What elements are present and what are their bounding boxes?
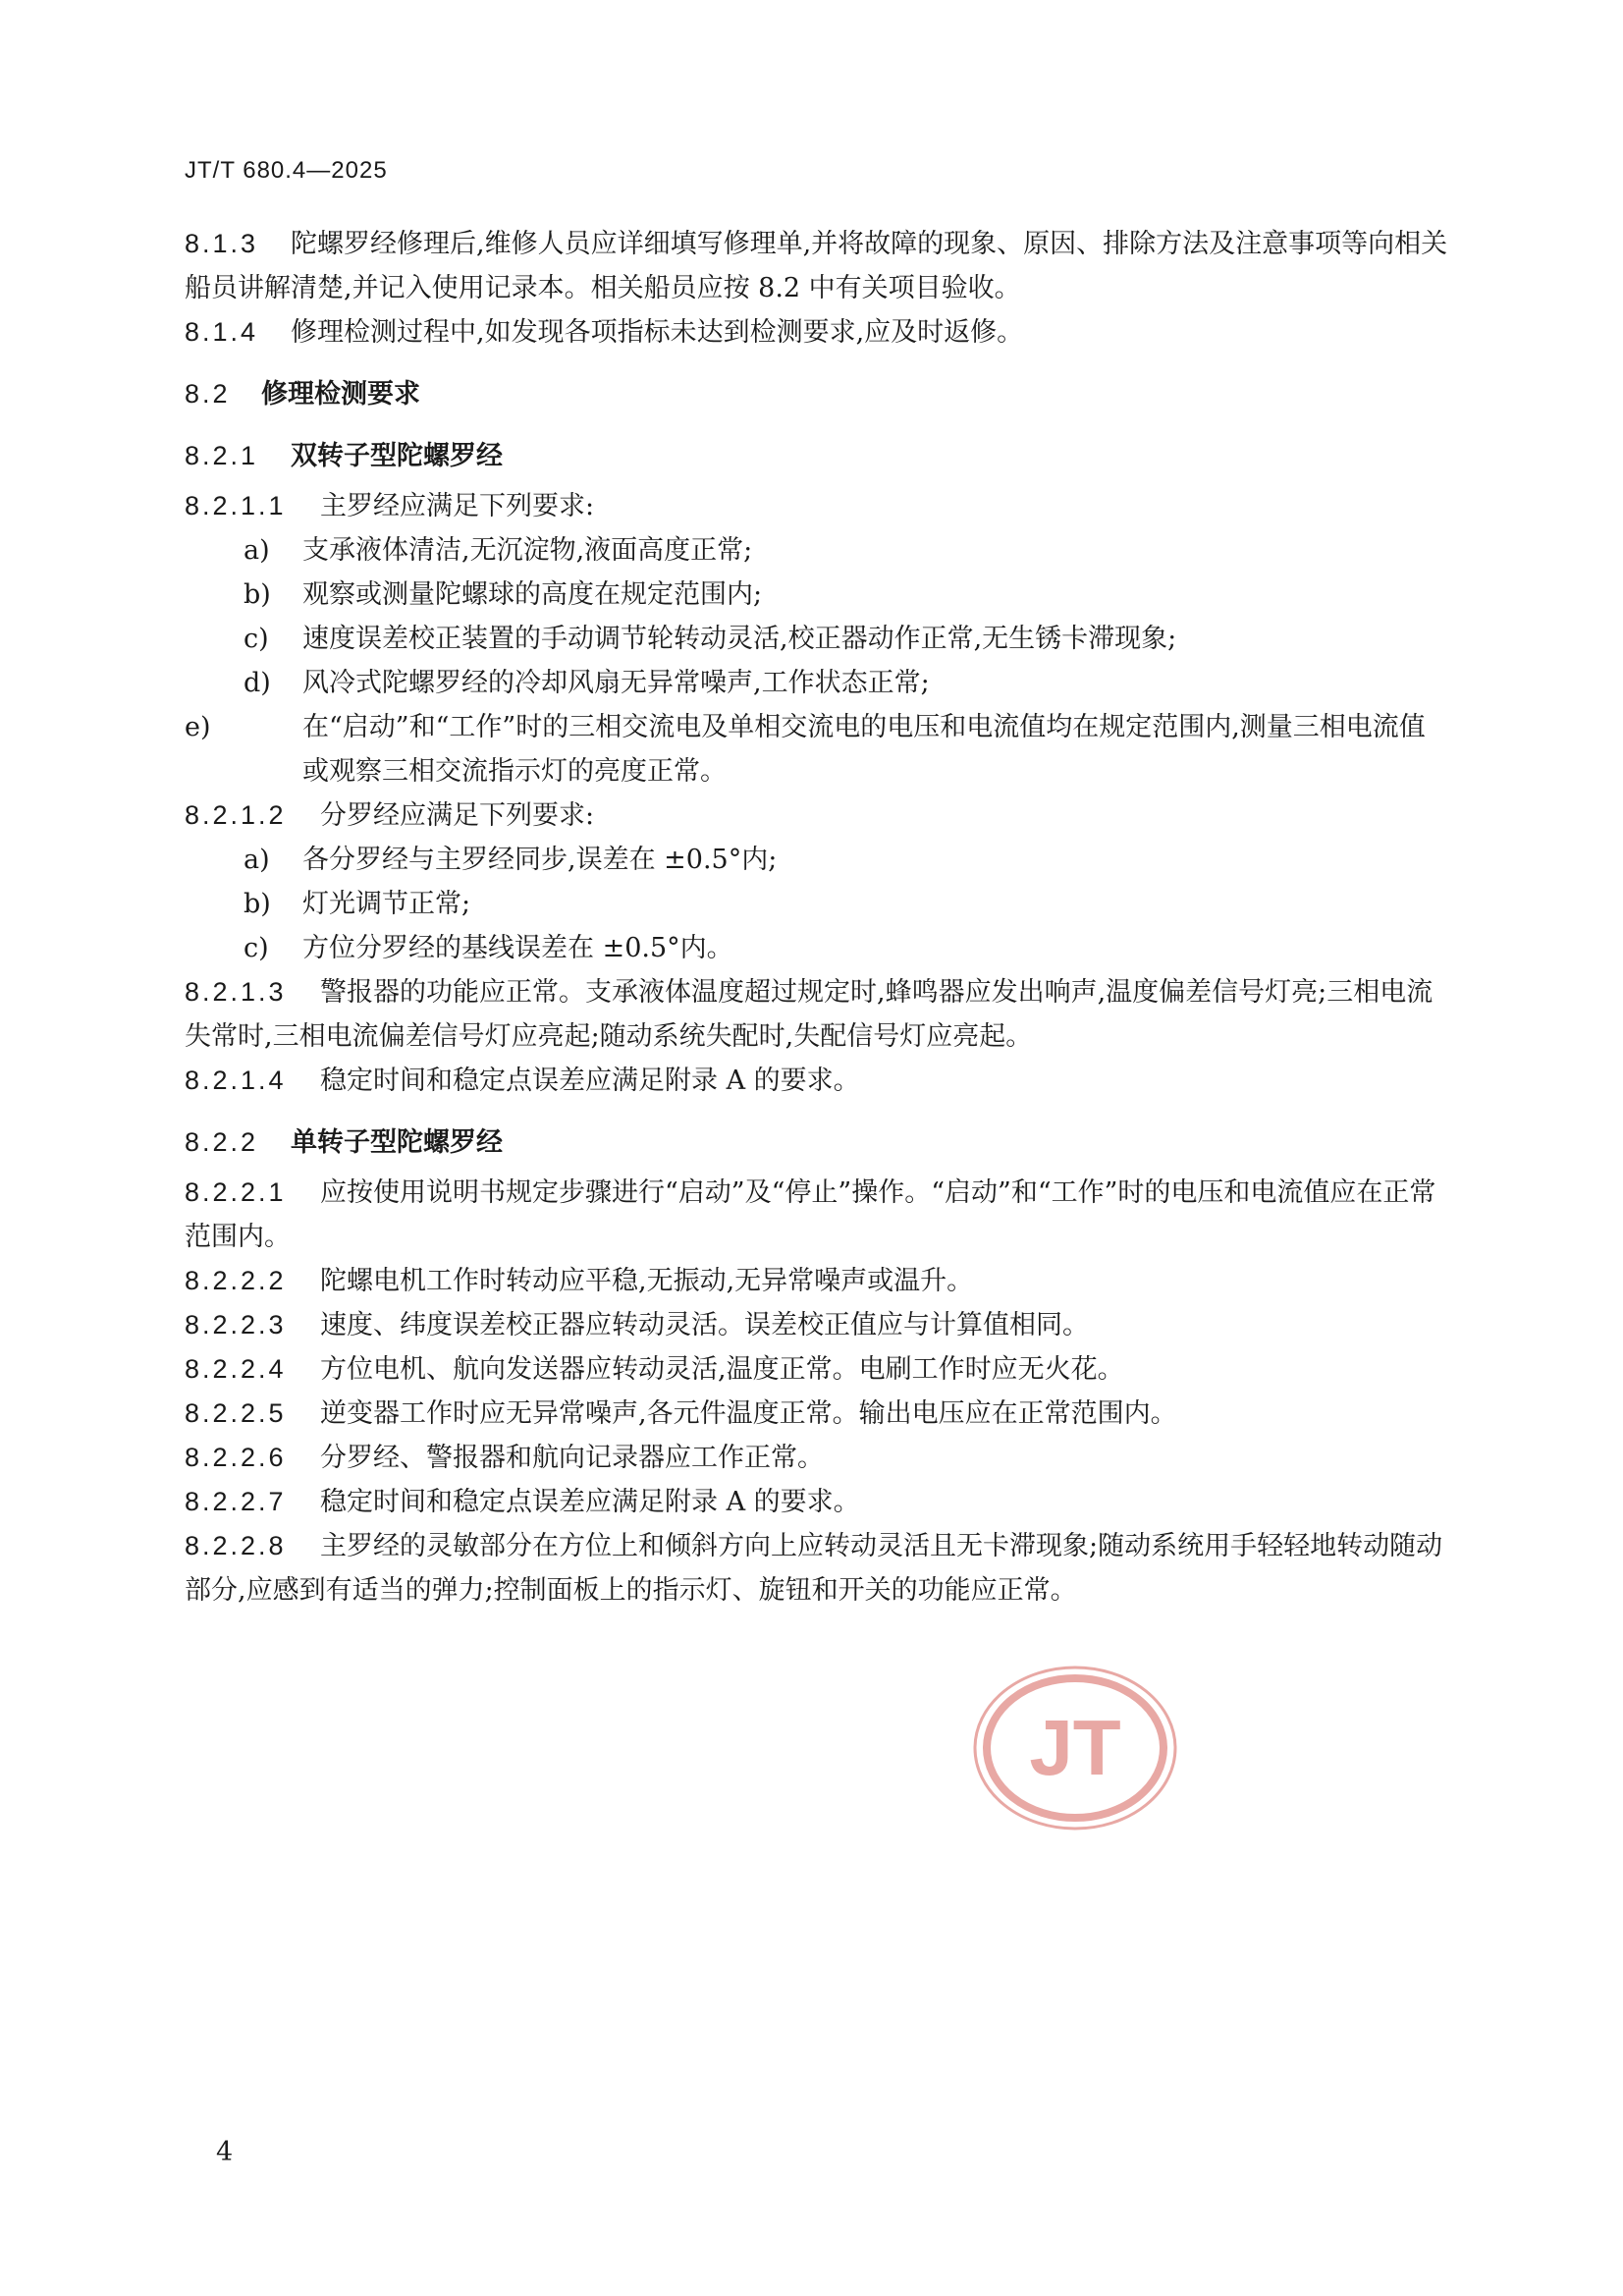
clause-8-2-2-8 [185,1524,1451,1613]
clause-8-2-2-1 [185,1171,1451,1259]
clause-number: 8.2.1.2 [185,800,287,830]
clause-number: 8.2.2.2 [185,1266,287,1295]
list-item [185,528,1451,573]
item-text: 速度误差校正装置的手动调节轮转动灵活,校正器动作正常,无生锈卡滞现象; [302,624,1177,654]
clause-8-2-2-6 [185,1436,1451,1480]
section-title: 单转子型陀螺罗经 [291,1127,503,1157]
page-number: 4 [216,2137,234,2167]
stamp-text: JT [1029,1704,1121,1791]
clause-text: 方位电机、航向发送器应转动灵活,温度正常。电刷工作时应无火花。 [320,1354,1124,1385]
clause-text: 陀螺电机工作时转动应平稳,无振动,无异常噪声或温升。 [320,1266,974,1296]
item-label: c) [243,624,269,654]
clause-number: 8.2.2.6 [185,1443,287,1472]
item-label: d) [243,668,271,698]
list-item [185,882,1451,926]
clause-text: 分罗经应满足下列要求: [320,800,595,831]
list-item [185,926,1451,970]
section-number: 8.2.2 [185,1127,259,1157]
list-item [185,573,1451,617]
clause-number: 8.2.2.1 [185,1177,287,1207]
clause-8-2-1-1 [185,484,1451,528]
item-text: 支承液体清洁,无沉淀物,液面高度正常; [302,535,753,566]
list-item [185,705,1451,793]
section-heading-8-2-1 [185,434,1451,478]
section-number: 8.2.1 [185,441,259,470]
document-body [185,222,1451,1613]
item-text: 方位分罗经的基线误差在 ±0.5°内。 [302,933,733,963]
item-label: b) [243,579,271,610]
clause-number: 8.2.1.1 [185,491,287,520]
list-item [185,617,1451,661]
clause-number: 8.2.2.7 [185,1487,287,1516]
clause-8-1-3 [185,222,1451,310]
clause-text: 主罗经应满足下列要求: [320,491,595,521]
clause-number: 8.2.1.3 [185,977,287,1007]
document-header [185,157,388,185]
item-label: a) [243,845,270,875]
clause-number: 8.2.1.4 [185,1066,287,1095]
clause-8-2-1-3 [185,970,1451,1059]
jt-watermark-stamp [972,1665,1178,1835]
item-label: b) [243,889,271,919]
clause-8-2-2-3 [185,1303,1451,1347]
clause-8-2-1-2 [185,793,1451,838]
clause-number: 8.1.3 [185,229,259,258]
clause-text: 修理检测过程中,如发现各项指标未达到检测要求,应及时返修。 [291,317,1024,348]
item-label: c) [243,933,269,963]
list-item [185,661,1451,705]
section-number: 8.2 [185,379,231,409]
clause-8-2-2-2 [185,1259,1451,1303]
list-item [185,838,1451,882]
clause-number: 8.2.2.8 [185,1531,287,1560]
item-text: 灯光调节正常; [302,889,471,919]
item-text: 观察或测量陀螺球的高度在规定范围内; [302,579,763,610]
clause-number: 8.2.2.3 [185,1310,287,1339]
item-label: e) [185,712,211,742]
clause-8-2-1-4 [185,1059,1451,1103]
clause-8-2-2-7 [185,1480,1451,1524]
section-title: 修理检测要求 [261,379,420,409]
item-text: 风冷式陀螺罗经的冷却风扇无异常噪声,工作状态正常; [302,668,930,698]
clause-text: 陀螺罗经修理后,维修人员应详细填写修理单,并将故障的现象、原因、排除方法及注意事项等向相关船员讲解清楚,并记入使用记录本。相关船员应按 8.2 中有关项目验收。 [185,229,1448,303]
section-heading-8-2 [185,372,1451,416]
clause-8-2-2-4 [185,1347,1451,1392]
clause-text: 警报器的功能应正常。支承液体温度超过规定时,蜂鸣器应发出响声,温度偏差信号灯亮;三相电流失常时,三相电流偏差信号灯应亮起;随动系统失配时,失配信号灯应亮起。 [185,977,1434,1052]
section-heading-8-2-2 [185,1121,1451,1165]
clause-number: 8.1.4 [185,317,259,347]
clause-text: 主罗经的灵敏部分在方位上和倾斜方向上应转动灵活且无卡滞现象;随动系统用手轻轻地转动随动部分,应感到有适当的弹力;控制面板上的指示灯、旋钮和开关的功能应正常。 [185,1531,1443,1606]
clause-number: 8.2.2.4 [185,1354,287,1384]
item-text: 各分罗经与主罗经同步,误差在 ±0.5°内; [302,845,778,875]
clause-8-2-2-5 [185,1392,1451,1436]
section-title: 双转子型陀螺罗经 [291,441,503,470]
clause-text: 分罗经、警报器和航向记录器应工作正常。 [320,1443,824,1473]
clause-text: 稳定时间和稳定点误差应满足附录 A 的要求。 [320,1487,860,1517]
clause-text: 速度、纬度误差校正器应转动灵活。误差校正值应与计算值相同。 [320,1310,1089,1340]
doc-id: JT/T 680.4—2025 [185,157,388,184]
item-label: a) [243,535,270,566]
clause-text: 逆变器工作时应无异常噪声,各元件温度正常。输出电压应在正常范围内。 [320,1398,1177,1429]
clause-text: 应按使用说明书规定步骤进行“启动”及“停止”操作。“启动”和“工作”时的电压和电流值应在正常范围内。 [185,1177,1436,1252]
clause-number: 8.2.2.5 [185,1398,287,1428]
clause-text: 稳定时间和稳定点误差应满足附录 A 的要求。 [320,1066,860,1096]
clause-8-1-4 [185,310,1451,355]
item-text: 在“启动”和“工作”时的三相交流电及单相交流电的电压和电流值均在规定范围内,测量三相电流值或观察三相交流指示灯的亮度正常。 [302,712,1426,787]
